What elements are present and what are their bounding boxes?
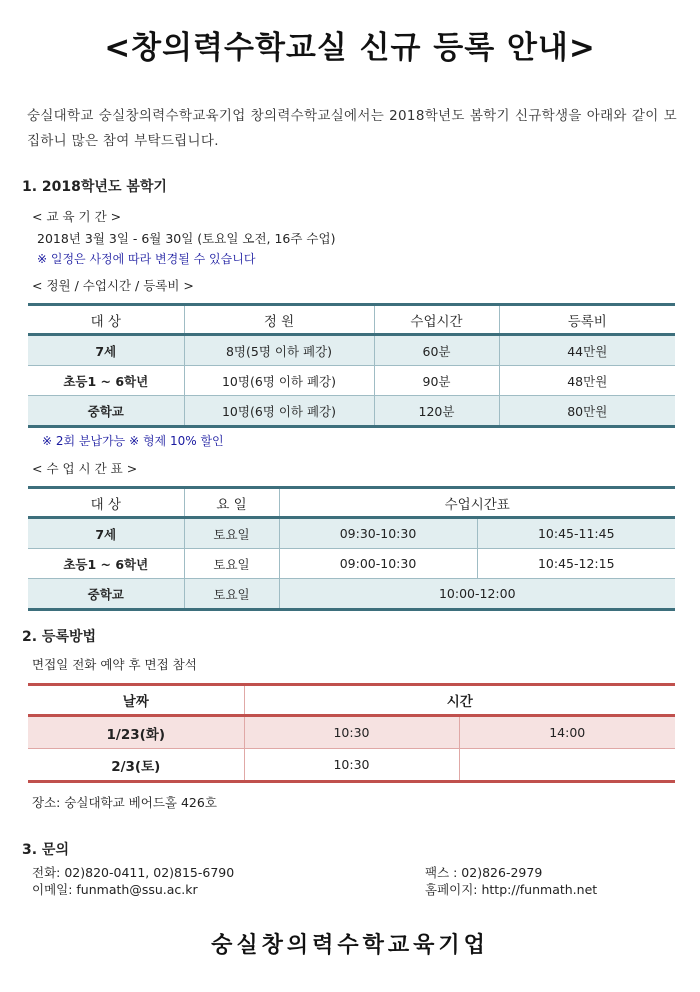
contact-phone: 전화: 02)820-0411, 02)815-6790 bbox=[32, 865, 235, 880]
fee-cell-duration: 120분 bbox=[374, 396, 499, 427]
table-row bbox=[28, 518, 675, 549]
schedule-label: < 수 업 시 간 표 > bbox=[32, 461, 138, 476]
table-row bbox=[28, 549, 675, 579]
interview-cell-date: 1/23(화) bbox=[28, 716, 244, 749]
fee-cell-target: 7세 bbox=[28, 335, 184, 366]
fee-cell-fee: 80만원 bbox=[499, 396, 675, 427]
fee-cell-fee: 44만원 bbox=[499, 335, 675, 366]
table-row bbox=[28, 335, 675, 366]
contact-homepage[interactable]: 홈페이지: http://funmath.net bbox=[425, 882, 598, 897]
interview-table-header bbox=[28, 685, 675, 716]
fee-cell-duration: 90분 bbox=[374, 366, 499, 396]
fee-table-header bbox=[28, 305, 675, 335]
contact-fax: 팩스 : 02)826-2979 bbox=[425, 865, 543, 880]
fee-header-target: 대 상 bbox=[28, 305, 184, 335]
location-text: 장소: 숭실대학교 베어드홀 426호 bbox=[32, 795, 217, 810]
table-row bbox=[28, 366, 675, 396]
interview-table bbox=[28, 683, 675, 783]
schedule-cell-target: 중학교 bbox=[28, 579, 184, 610]
fee-label: < 정원 / 수업시간 / 등록비 > bbox=[32, 278, 194, 293]
schedule-cell-day: 토요일 bbox=[184, 579, 279, 610]
fee-cell-capacity: 10명(6명 이하 폐강) bbox=[184, 366, 374, 396]
section2-heading: 2. 등록방법 bbox=[22, 629, 97, 645]
table-row bbox=[28, 749, 675, 782]
fee-cell-capacity: 8명(5명 이하 폐강) bbox=[184, 335, 374, 366]
fee-table bbox=[28, 303, 675, 428]
table-row bbox=[28, 579, 675, 610]
schedule-cell-time: 10:45-12:15 bbox=[477, 549, 675, 579]
interview-cell-time: 10:30 bbox=[244, 716, 459, 749]
fee-note: ※ 2회 분납가능 ※ 형제 10% 할인 bbox=[42, 434, 224, 448]
schedule-header-timetable: 수업시간표 bbox=[279, 488, 675, 518]
period-note: ※ 일정은 사정에 따라 변경될 수 있습니다 bbox=[37, 252, 256, 266]
contact-email[interactable]: 이메일: funmath@ssu.ac.kr bbox=[32, 882, 198, 897]
schedule-header-day: 요 일 bbox=[184, 488, 279, 518]
fee-cell-target: 중학교 bbox=[28, 396, 184, 427]
schedule-header-target: 대 상 bbox=[28, 488, 184, 518]
fee-cell-duration: 60분 bbox=[374, 335, 499, 366]
schedule-cell-day: 토요일 bbox=[184, 518, 279, 549]
schedule-cell-time: 09:30-10:30 bbox=[279, 518, 477, 549]
period-text: 2018년 3월 3일 - 6월 30일 (토요일 오전, 16주 수업) bbox=[37, 231, 336, 246]
registration-desc: 면접일 전화 예약 후 면접 참석 bbox=[32, 657, 197, 672]
interview-header-time: 시간 bbox=[244, 685, 675, 716]
interview-cell-date: 2/3(토) bbox=[28, 749, 244, 782]
interview-cell-time bbox=[459, 749, 675, 782]
fee-cell-capacity: 10명(6명 이하 폐강) bbox=[184, 396, 374, 427]
interview-cell-time: 14:00 bbox=[459, 716, 675, 749]
schedule-table bbox=[28, 486, 675, 611]
schedule-cell-time: 10:45-11:45 bbox=[477, 518, 675, 549]
fee-header-duration: 수업시간 bbox=[374, 305, 499, 335]
schedule-cell-day: 토요일 bbox=[184, 549, 279, 579]
fee-cell-target: 초등1 ~ 6학년 bbox=[28, 366, 184, 396]
schedule-cell-time: 09:00-10:30 bbox=[279, 549, 477, 579]
fee-header-capacity: 정 원 bbox=[184, 305, 374, 335]
fee-cell-fee: 48만원 bbox=[499, 366, 675, 396]
schedule-cell-target: 초등1 ~ 6학년 bbox=[28, 549, 184, 579]
footer-organization: 숭실창의력수학교육기업 bbox=[211, 933, 489, 958]
page-title: <창의력수학교실 신규 등록 안내> bbox=[104, 30, 596, 66]
schedule-cell-time: 10:00-12:00 bbox=[279, 579, 675, 610]
fee-header-fee: 등록비 bbox=[499, 305, 675, 335]
interview-cell-time: 10:30 bbox=[244, 749, 459, 782]
section3-heading: 3. 문의 bbox=[22, 842, 69, 858]
table-row bbox=[28, 716, 675, 749]
period-label: < 교 육 기 간 > bbox=[32, 209, 122, 224]
table-row bbox=[28, 396, 675, 427]
schedule-cell-target: 7세 bbox=[28, 518, 184, 549]
section1-heading: 1. 2018학년도 봄학기 bbox=[22, 179, 167, 195]
schedule-table-header bbox=[28, 488, 675, 518]
intro-paragraph: 숭실대학교 숭실창의력수학교육기업 창의력수학교실에서는 2018학년도 봄학기 신규학생을 아래와 같이 모집하니 많은 참여 부탁드립니다. bbox=[27, 108, 677, 149]
interview-header-date: 날짜 bbox=[28, 685, 244, 716]
